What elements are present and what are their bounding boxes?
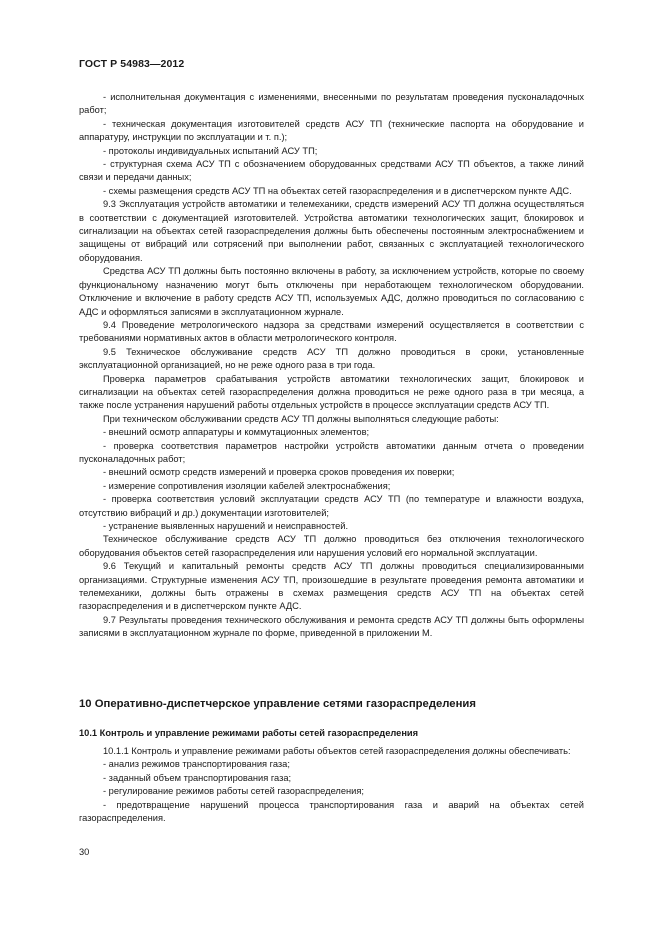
paragraph: - проверка соответствия параметров настройки устройств автоматики данным отчета о проведении пусконаладочных работ; [79,440,584,464]
section-heading: 10 Оперативно-диспетчерское управление сетями газораспределения [79,698,476,710]
paragraph: - протоколы индивидуальных испытаний АСУ ТП; [103,145,318,156]
paragraph: - устранение выявленных нарушений и неисправностей. [103,521,349,531]
paragraph: - регулирование режимов работы сетей газораспределения; [103,786,364,797]
paragraph: - анализ режимов транспортирования газа; [103,759,290,770]
paragraph: 9.3 Эксплуатация устройств автоматики и телемеханики, средств измерений АСУ ТП должна осуществляться в соответствии с документацией изготовителей. Устройства автоматики технологических защит, блокировок и сигнализации на объектах сетей газораспределения должны быть обеспечены постоянным электроснабжением и защищены от вибраций или сотрясений при выполнении работ, связанных с эксплуатацией технологического оборудования. [79,199,584,263]
page-number: 30 [79,847,90,857]
subsection-heading: 10.1 Контроль и управление режимами работы сетей газораспределения [79,728,419,738]
paragraph: - заданный объем транспортирования газа; [103,772,292,783]
paragraph: Техническое обслуживание средств АСУ ТП должно проводиться без отключения технологического оборудования объектов сетей газораспределения или нарушения условий его нормальной эксплуатации. [79,534,584,558]
paragraph: 9.6 Текущий и капитальный ремонты средств АСУ ТП должны проводиться специализированными организациями. Структурные изменения АСУ ТП, произошедшие в результате проведения ремонта автоматики и телемеханики, должны быть отражены в схемах размещения средств АСУ ТП на объектах сетей газораспределения и в диспетчерском пункте АДС. [79,561,584,612]
paragraph: При техническом обслуживании средств АСУ ТП должны выполняться следующие работы: [103,413,499,424]
paragraph: 9.5 Техническое обслуживание средств АСУ ТП должно проводиться в сроки, установленные эксплуатационной организацией, но не реже одного раза в три года. [79,346,584,371]
body-text-bottom [79,745,584,825]
paragraph: - внешний осмотр средств измерений и проверка сроков проведения их поверки; [103,467,455,478]
paragraph: - измерение сопротивления изоляции кабелей электроснабжения; [103,480,391,491]
standard-header: ГОСТ Р 54983—2012 [79,58,185,70]
paragraph: 10.1.1 Контроль и управление режимами работы объектов сетей газораспределения должны обеспечивать: [103,746,571,756]
paragraph: 9.7 Результаты проведения технического обслуживания и ремонта средств АСУ ТП должны быть оформлены записями в эксплуатационном журнале по форме, приведенной в приложении М. [79,614,584,639]
paragraph: - схемы размещения средств АСУ ТП на объектах сетей газораспределения и в диспетчерском пункте АДС. [103,185,572,196]
paragraph: - внешний осмотр аппаратуры и коммутационных элементов; [103,427,370,438]
paragraph: - исполнительная документация с изменениями, внесенными по результатам проведения пусконаладочных работ; [79,92,584,116]
paragraph: Средства АСУ ТП должны быть постоянно включены в работу, за исключением устройств, которые по своему функциональному назначению могут быть отключены при неработающем технологическом оборудовании. Отключение и включение в работу средств АСУ ТП, используемых АДС, должно проводиться по согласованию с АДС и оформляться записями в эксплуатационном журнале. [79,266,584,317]
paragraph: - техническая документация изготовителей средств АСУ ТП (технические паспорта на оборудование и аппаратуру, инструкции по эксплуатации и т. п.); [79,118,584,143]
paragraph: - проверка соответствия условий эксплуатации средств АСУ ТП (по температуре и влажности воздуха, отсутствию вибраций и др.) документации изготовителей; [79,494,584,518]
body-text-top [79,91,584,641]
paragraph: - предотвращение нарушений процесса транспортирования газа и аварий на объектах сетей газораспределения. [79,799,584,824]
paragraph: 9.4 Проведение метрологического надзора за средствами измерений осуществляется в соответствии с требованиями нормативных актов в области метрологического контроля. [79,319,584,344]
paragraph: - структурная схема АСУ ТП с обозначением оборудованных средствами АСУ ТП объектов, а также линий связи и передачи данных; [79,159,584,183]
paragraph: Проверка параметров срабатывания устройств автоматики технологических защит, блокировок и сигнализации на объектах сетей газораспределения должна проводиться не реже одного раза в три месяца, а также после устранения нарушений работы отдельных устройств в процессе эксплуатации средств АСУ ТП. [79,373,584,411]
